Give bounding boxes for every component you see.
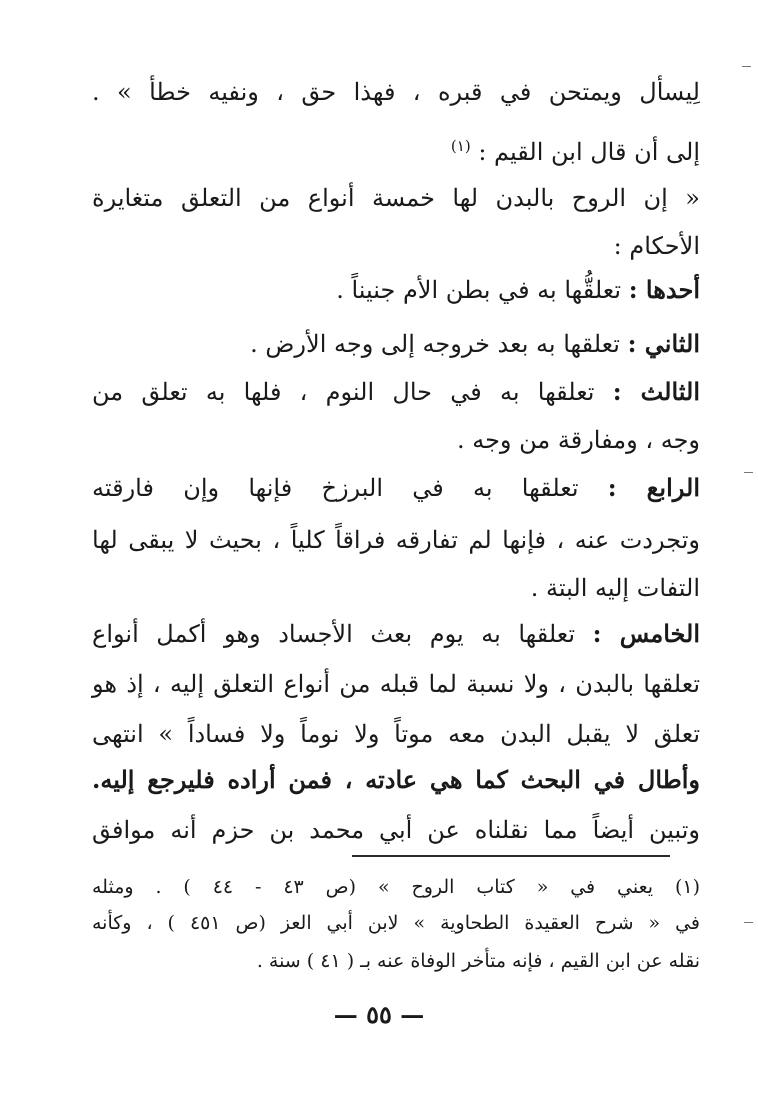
body-line-6 xyxy=(250,324,700,364)
body-line-9 xyxy=(92,468,700,508)
body-line-15: وأطال في البحث كما هي عادته ، فمن أراده فليرجع إليه. xyxy=(92,765,700,794)
body-line-2 xyxy=(451,126,700,172)
body-line-16: وتبين أيضاً مما نقلناه عن أبي محمد بن حزم أنه موافق xyxy=(92,816,700,844)
body-line-11: التفات إليه البتة . xyxy=(530,574,700,602)
margin-mark xyxy=(744,472,753,473)
body-line-8: وجه ، ومفارقة من وجه . xyxy=(456,426,700,454)
body-line-14: تعلق لا يقبل البدن معه موتاً ولا نوماً ولا فساداً » انتهى xyxy=(92,720,700,748)
label-second: الثاني : xyxy=(627,329,700,358)
body-line-1: لِيسأل ويمتحن في قبره ، فهذا حق ، ونفيه خطأ » . xyxy=(92,78,700,106)
body-line-9-text: تعلقها به في البرزخ فإنها وإن فارقته xyxy=(92,474,579,502)
footnote-line-1: (١) يعني في « كتاب الروح » (ص ٤٣ - ٤٤ ) . ومثله xyxy=(92,876,701,898)
body-line-3: « إن الروح بالبدن لها خمسة أنواع من التعلق متغايرة xyxy=(92,184,700,212)
margin-mark xyxy=(742,66,751,67)
label-third: الثالث : xyxy=(612,377,700,406)
footnote-divider xyxy=(352,855,670,857)
footnote-line-3: نقله عن ابن القيم ، فإنه متأخر الوفاة عنه بـ ( ٤١ ) سنة . xyxy=(256,950,700,972)
body-line-12 xyxy=(92,614,700,654)
page-number: — ٥٥ — xyxy=(333,1000,425,1029)
body-line-7 xyxy=(92,372,700,412)
body-line-5-text: تعلقُّها به في بطن الأم جنيناً . xyxy=(336,276,622,304)
label-fifth: الخامس : xyxy=(592,619,700,648)
footnote-line-2: في « شرح العقيدة الطحاوية » لابن أبي العز (ص ٤٥١ ) ، وكأنه xyxy=(92,912,701,934)
body-line-7-text: تعلقها به في حال النوم ، فلها به تعلق من xyxy=(92,378,595,406)
label-first: أحدها : xyxy=(628,275,700,304)
body-line-2-text: إلى أن قال ابن القيم : xyxy=(478,138,700,166)
body-line-6-text: تعلقها به بعد خروجه إلى وجه الأرض . xyxy=(250,330,620,358)
margin-mark xyxy=(744,922,753,923)
body-line-12-text: تعلقها به يوم بعث الأجساد وهو أكمل أنواع xyxy=(92,620,576,648)
body-line-5 xyxy=(336,270,700,310)
footnote-reference: (١) xyxy=(450,137,471,155)
label-fourth: الرابع : xyxy=(607,473,700,502)
body-line-13: تعلقها بالبدن ، ولا نسبة لما قبله من أنواع التعلق إليه ، إذ هو xyxy=(92,670,700,698)
body-line-4: الأحكام : xyxy=(613,232,700,260)
body-line-10: وتجردت عنه ، فإنها لم تفارقه فراقاً كلياً ، بحيث لا يبقى لها xyxy=(92,526,700,554)
